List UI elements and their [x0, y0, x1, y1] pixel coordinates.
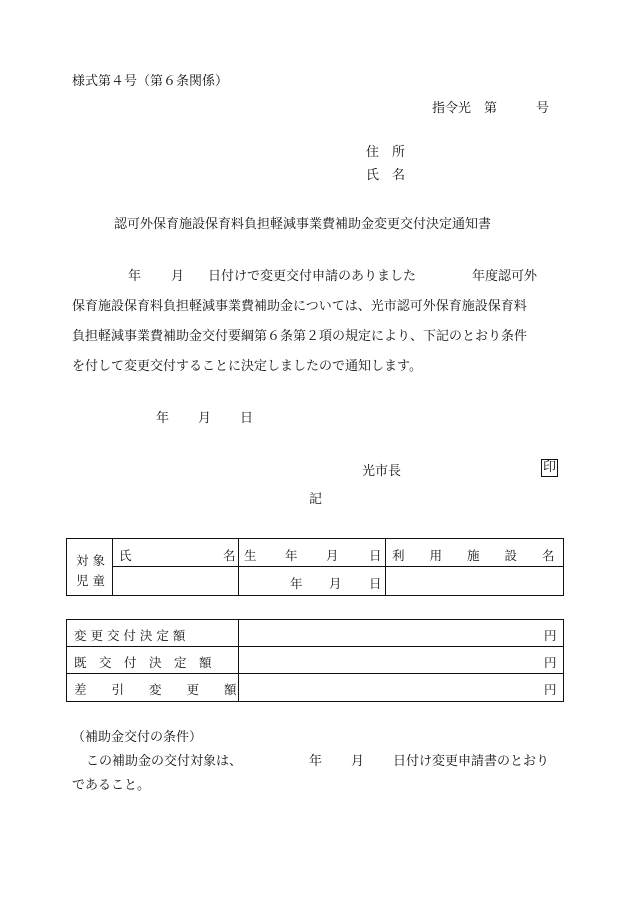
amount-row-unit-3: 円 — [544, 682, 557, 697]
facility-header: 利 用 施 設 名 — [392, 548, 555, 563]
form-number: 様式第４号（第６条関係） — [72, 74, 229, 89]
body-line-1-tail: 年度認可外 — [472, 269, 538, 284]
date-day: 日 — [240, 411, 254, 426]
body-line-3: 負担軽減事業費補助金交付要綱第６条第２項の規定により、下記のとおり条件 — [72, 329, 528, 344]
conditions-line-1-a: この補助金の交付対象は、 — [86, 754, 243, 769]
body-line-1-rest: 日付けで変更交付申請のありました — [208, 269, 417, 284]
amount-row-unit-1: 円 — [544, 628, 557, 643]
document-title: 認可外保育施設保育料負担軽減事業費補助金変更交付決定通知書 — [114, 217, 492, 232]
mayor-title: 光市長 — [362, 464, 402, 479]
child-header-bottom: 児 童 — [76, 573, 105, 588]
conditions-year: 年 — [309, 754, 323, 769]
body-paragraph — [72, 262, 560, 382]
amount-row-label-2: 既 交 付 決 定 額 — [74, 655, 212, 670]
row2-day: 日 — [369, 576, 382, 591]
birth-month: 月 — [326, 548, 339, 563]
name-field-right: 名 — [223, 548, 236, 563]
conditions-month: 月 — [351, 754, 365, 769]
birth-year: 年 — [285, 548, 298, 563]
body-month: 月 — [171, 269, 185, 284]
conditions-line-1-b: 日付け変更申請書のとおり — [393, 754, 550, 769]
name-label: 氏 名 — [366, 168, 406, 183]
directive-number: 指令光 第 号 — [432, 101, 550, 116]
amount-row-unit-2: 円 — [544, 655, 557, 670]
amount-row-label-3: 差 引 変 更 額 — [74, 682, 237, 697]
body-line-1 — [72, 262, 560, 292]
date-month: 月 — [198, 411, 212, 426]
conditions-line-2: であること。 — [72, 778, 151, 793]
child-header-top: 対 象 — [76, 553, 105, 568]
note-heading: 記 — [309, 492, 323, 507]
body-line-4: を付して変更交付することに決定しましたので通知します。 — [72, 359, 422, 374]
body-line-2: 保育施設保育料負担軽減事業費補助金については、光市認可外保育施設保育料 — [72, 299, 527, 314]
birth-day: 日 — [369, 548, 382, 563]
row2-year: 年 — [290, 576, 303, 591]
date-year: 年 — [156, 411, 170, 426]
amount-row-label-1: 変 更 交 付 決 定 額 — [74, 628, 186, 643]
body-year: 年 — [128, 269, 142, 284]
name-field-left: 氏 — [119, 548, 132, 563]
row2-month: 月 — [329, 576, 342, 591]
amount-table — [66, 619, 564, 702]
seal-mark: 印 — [543, 460, 557, 475]
address-label: 住 所 — [366, 145, 406, 160]
child-table — [66, 538, 564, 596]
conditions-heading: （補助金交付の条件） — [72, 730, 203, 745]
birth-label: 生 — [244, 548, 257, 563]
